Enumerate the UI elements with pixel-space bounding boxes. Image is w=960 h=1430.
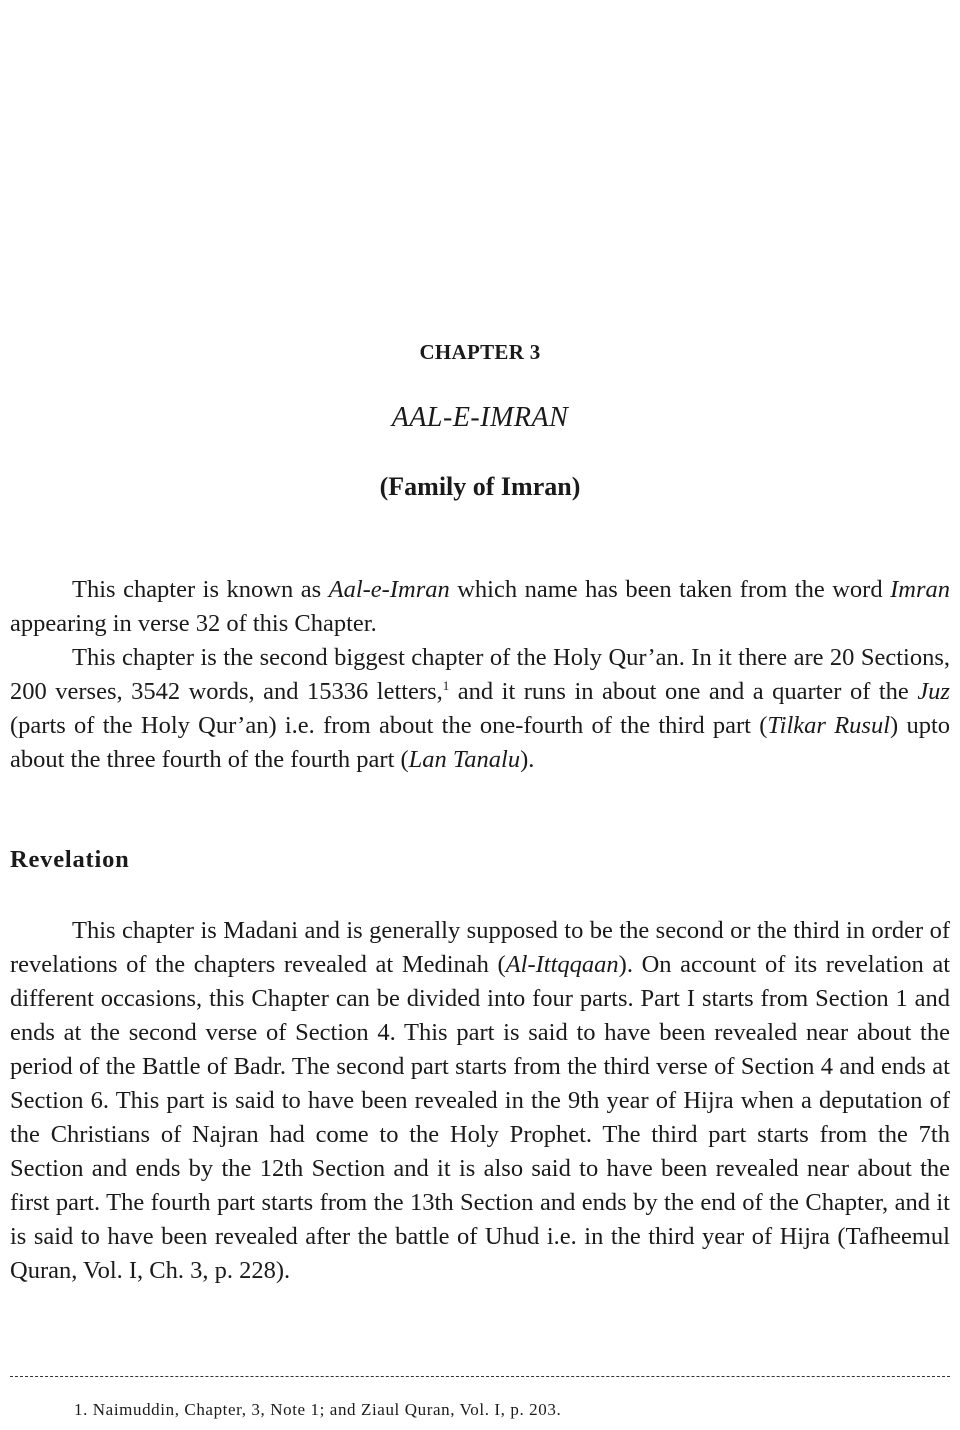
intro-section [10,573,950,777]
italic-term: Juz [917,678,950,705]
footnote-1: 1. Naimuddin, Chapter, 3, Note 1; and Ziaul Quran, Vol. I, p. 203. [74,1400,562,1419]
italic-term: Lan Tanalu [408,746,521,773]
chapter-label: CHAPTER 3 [419,340,541,364]
footnote-divider [10,1376,950,1377]
revelation-paragraph: This chapter is Madani and is generally supposed to be the second or the third in order of revelations of the chapters revealed at Medinah (Al-Ittqqaan). On account of its revelation at different occasions, this Chapter can be divided into four parts. Part I starts from Section 1 and ends at the second verse of Section 4. This part is said to have been revealed near about the period of the Battle of Badr. The second part starts from the third verse of Section 4 and ends at Section 6. This part is said to have been revealed in the 9th year of Hijra when a deputation of the Christians of Najran had come to the Holy Prophet. The third part starts from the 7th Section and ends by the 12th Section and it is also said to have been revealed near about the first part. The fourth part starts from the 13th Section and ends by the end of the Chapter, and it is said to have been revealed after the battle of Uhud i.e. in the third year of Hijra (Tafheemul Quran, Vol. I, Ch. 3, p. 228). [10,917,950,1284]
section-heading-revelation: Revelation [10,846,130,873]
italic-term: Tilkar Rusul [767,712,891,739]
italic-term: Al-Ittqqaan [505,951,619,978]
revelation-section [10,914,950,1288]
intro-paragraph-2: This chapter is the second biggest chapter of the Holy Qur’an. In it there are 20 Sections, 200 verses, 3542 words, and 15336 letters,$^1$ and it runs in about one and a quarter of the Juz (parts of the Holy Qur’an) i.e. from about the one-fourth of the third part (Tilkar Rusul) upto about the three fourth of the fourth part (Lan Tanalu). [10,644,951,773]
italic-term: Aal-e-Imran [328,576,450,603]
footnote-reference: 1 [442,678,450,693]
chapter-subtitle: (Family of Imran) [379,472,581,501]
intro-paragraph-1: This chapter is known as Aal-e-Imran which name has been taken from the word Imran appearing in verse 32 of this Chapter. [10,576,950,637]
italic-term: Imran [890,576,950,603]
chapter-title: AAL-E-IMRAN [391,402,569,433]
